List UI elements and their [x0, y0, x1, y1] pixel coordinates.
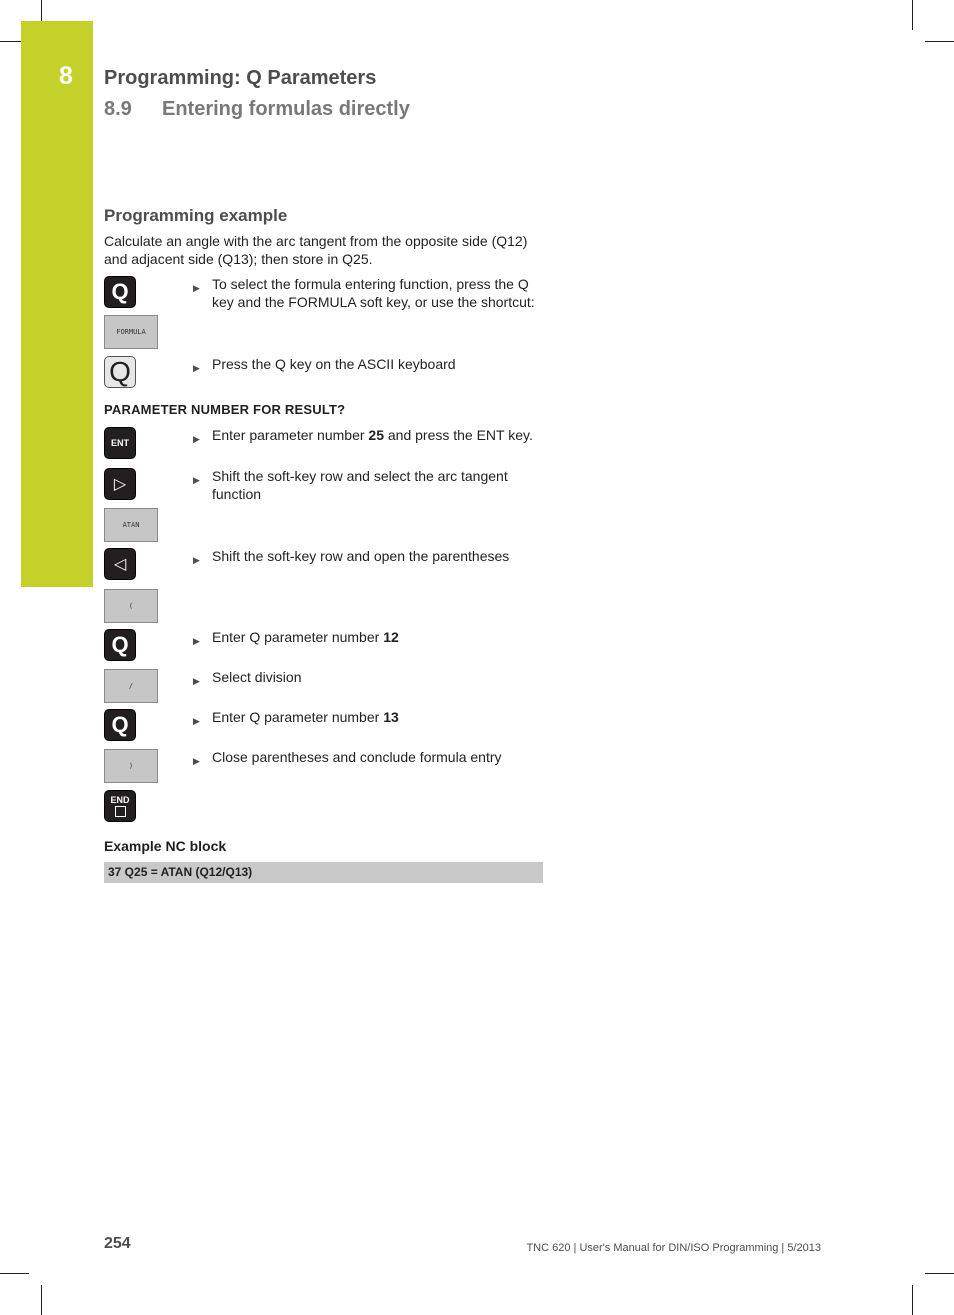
- step-text-part: and press the ENT key.: [383, 427, 533, 443]
- step-text: Select division: [212, 669, 302, 685]
- bullet-arrow-icon: ▶: [193, 555, 200, 565]
- divide-softkey-icon: /: [104, 669, 158, 703]
- step-text: To select the formula entering function, press the Q key and the FORMULA soft key, or use the shortcut:: [212, 276, 535, 310]
- q-key-icon: Q: [104, 709, 136, 741]
- crop-mark: [41, 0, 42, 21]
- chapter-number: 8: [59, 62, 73, 90]
- page-number: 254: [104, 1235, 131, 1252]
- step-value: 12: [383, 629, 399, 645]
- crop-mark: [912, 0, 913, 30]
- section-number: 8.9: [104, 98, 132, 120]
- example-heading: Example NC block: [104, 838, 227, 854]
- crop-mark: [0, 1273, 29, 1274]
- section-title: Entering formulas directly: [162, 98, 410, 120]
- end-key-label: END: [110, 795, 130, 805]
- crop-mark: [925, 41, 954, 42]
- formula-softkey-icon: FORMULA: [104, 315, 158, 349]
- bullet-arrow-icon: ▶: [193, 283, 200, 293]
- step-text: [212, 426, 538, 444]
- shift-left-arrow-icon: ◁: [104, 548, 136, 580]
- end-key-icon: [104, 790, 136, 822]
- step-text: Shift the soft-key row and select the arc tangent function: [212, 468, 508, 502]
- step-text: Close parentheses and conclude formula entry: [212, 749, 502, 765]
- section-heading: Programming example: [104, 206, 288, 225]
- bullet-arrow-icon: ▶: [193, 475, 200, 485]
- step-item: [193, 275, 538, 311]
- close-paren-softkey-icon: ): [104, 749, 158, 783]
- step-item: [193, 668, 538, 686]
- shift-right-arrow-icon: ▷: [104, 468, 136, 500]
- bullet-arrow-icon: ▶: [193, 716, 200, 726]
- crop-mark: [925, 1273, 954, 1274]
- step-item: [193, 467, 538, 503]
- step-item: [193, 628, 538, 646]
- bullet-arrow-icon: ▶: [193, 363, 200, 373]
- open-paren-softkey-icon: (: [104, 589, 158, 623]
- bullet-arrow-icon: ▶: [193, 636, 200, 646]
- footer-text: TNC 620 | User's Manual for DIN/ISO Programming | 5/2013: [526, 1242, 821, 1254]
- step-item: [193, 355, 538, 373]
- chapter-title: Programming: Q Parameters: [104, 67, 377, 89]
- nc-code-block: 37 Q25 = ATAN (Q12/Q13): [104, 862, 543, 883]
- end-square-icon: [115, 806, 126, 817]
- bullet-arrow-icon: ▶: [193, 676, 200, 686]
- q-key-icon: Q: [104, 629, 136, 661]
- step-text: [212, 708, 538, 726]
- step-text-part: Enter Q parameter number: [212, 709, 384, 725]
- bullet-arrow-icon: ▶: [193, 756, 200, 766]
- atan-softkey-icon: ATAN: [104, 508, 158, 542]
- crop-mark: [0, 41, 21, 42]
- bullet-arrow-icon: ▶: [193, 434, 200, 444]
- step-item: [193, 426, 538, 444]
- step-value: 25: [368, 427, 384, 443]
- crop-mark: [912, 1285, 913, 1315]
- step-text: [212, 628, 538, 646]
- crop-mark: [41, 1285, 42, 1315]
- chapter-tab: [21, 21, 93, 587]
- step-item: [193, 547, 538, 565]
- q-key-icon: Q: [104, 276, 136, 308]
- step-text-part: Enter Q parameter number: [212, 629, 384, 645]
- step-item: [193, 708, 538, 726]
- step-item: [193, 748, 538, 766]
- step-text-part: Enter parameter number: [212, 427, 369, 443]
- step-text: Press the Q key on the ASCII keyboard: [212, 356, 456, 372]
- ascii-q-key-icon: Q: [104, 356, 136, 388]
- step-text: Shift the soft-key row and open the parentheses: [212, 548, 510, 564]
- intro-paragraph: Calculate an angle with the arc tangent from the opposite side (Q12) and adjacent side (Q13); then store in Q25.: [104, 233, 528, 267]
- dialog-prompt: PARAMETER NUMBER FOR RESULT?: [104, 402, 346, 417]
- step-value: 13: [383, 709, 399, 725]
- ent-key-icon: ENT: [104, 427, 136, 459]
